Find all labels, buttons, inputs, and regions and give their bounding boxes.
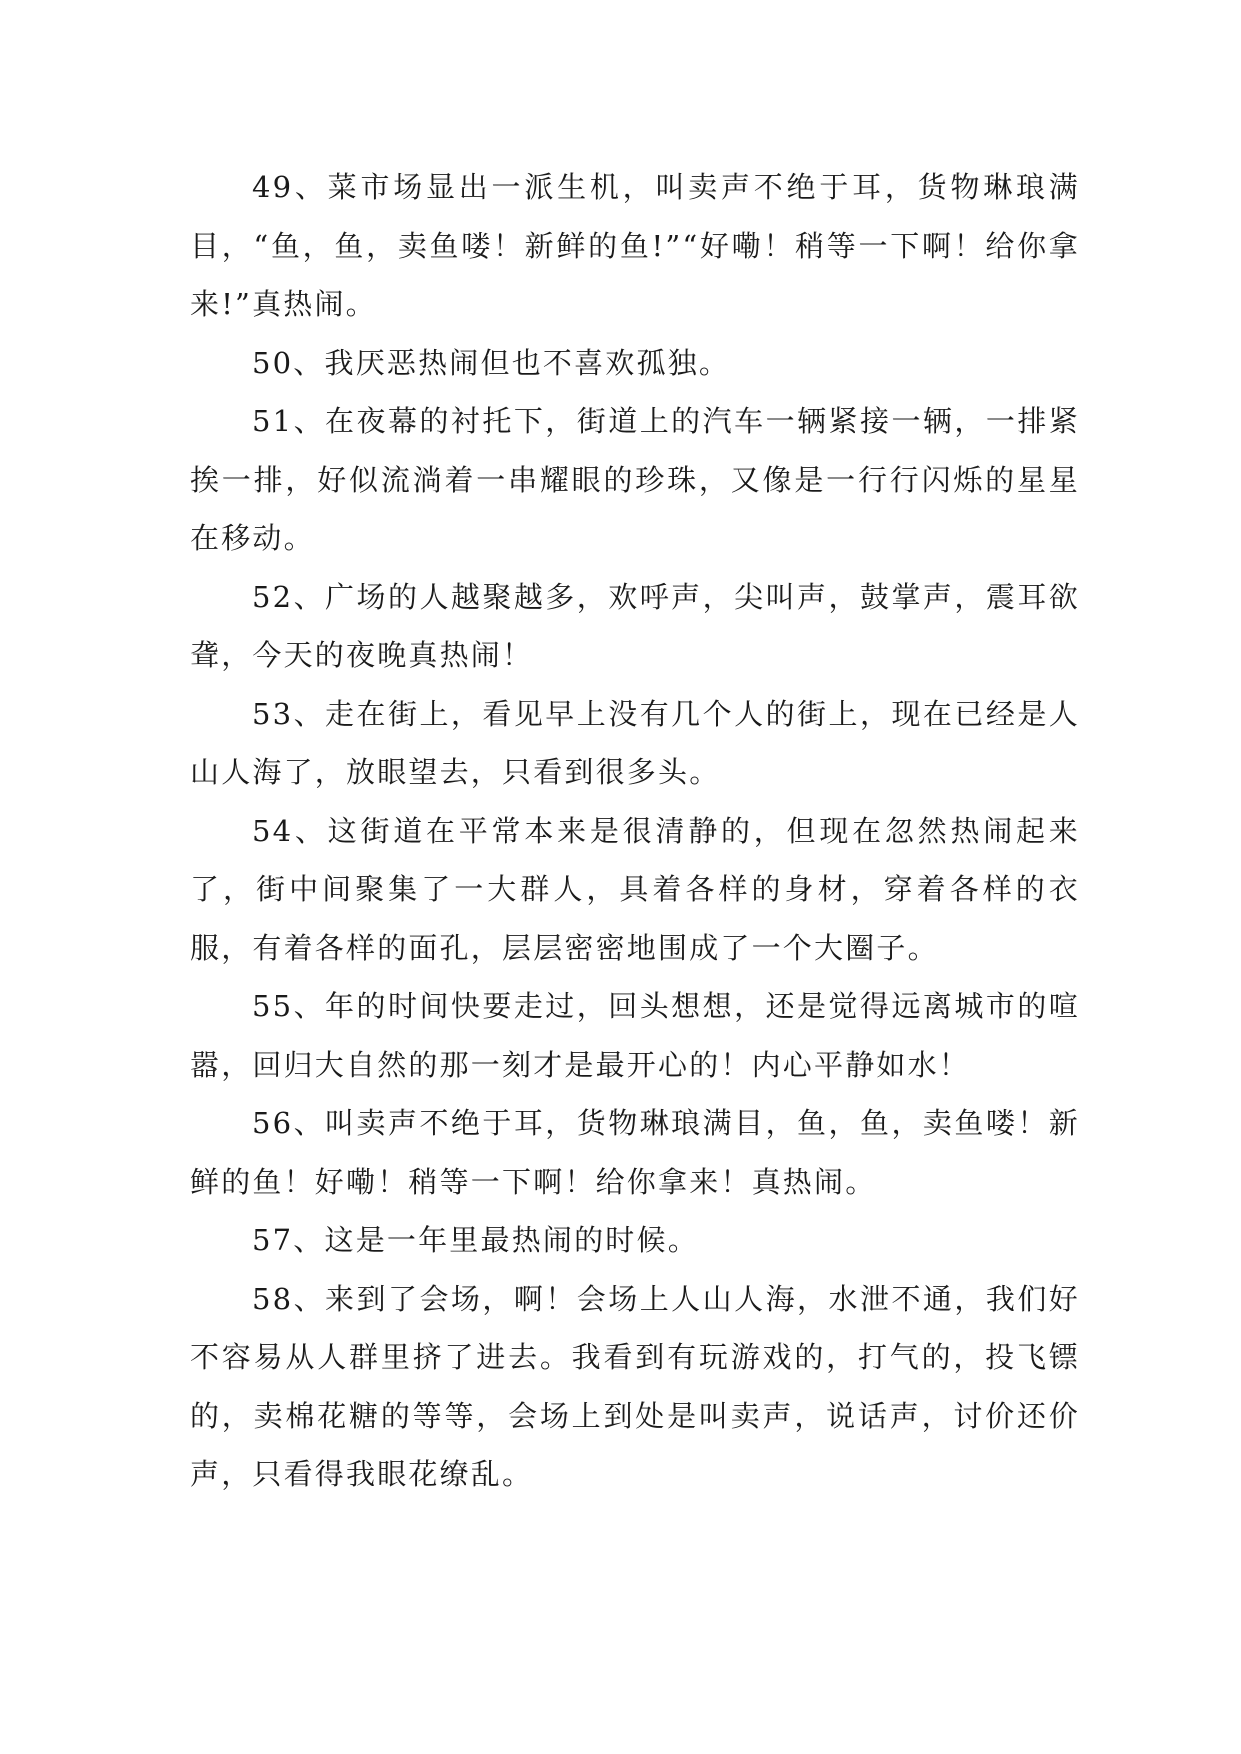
paragraph-51: 51、在夜幕的衬托下，街道上的汽车一辆紧接一辆，一排紧挨一排，好似流淌着一串耀眼的珍珠，又像是一行行闪烁的星星在移动。 <box>190 404 1080 555</box>
paragraph-49: 49、菜市场显出一派生机，叫卖声不绝于耳，货物琳琅满目，“鱼，鱼，卖鱼喽！新鲜的鱼!”“好嘞！稍等一下啊！给你拿来!”真热闹。 <box>190 170 1080 321</box>
paragraph-57: 57、这是一年里最热闹的时候。 <box>252 1223 699 1257</box>
paragraph-54: 54、这街道在平常本来是很清静的，但现在忽然热闹起来了，街中间聚集了一大群人，具着各样的身材，穿着各样的衣服，有着各样的面孔，层层密密地围成了一个大圈子。 <box>190 813 1080 965</box>
paragraph-50: 50、我厌恶热闹但也不喜欢孤独。 <box>252 345 731 380</box>
paragraph-53: 53、走在街上，看见早上没有几个人的街上，现在已经是人山人海了，放眼望去，只看到很多头。 <box>190 696 1080 789</box>
paragraph-58: 58、来到了会场，啊！会场上人山人海，水泄不通，我们好不容易从人群里挤了进去。我看到有玩游戏的，打气的，投飞镖的，卖棉花糖的等等，会场上到处是叫卖声，说话声，讨价还价声，只看得我眼花缭乱。 <box>190 1281 1080 1491</box>
paragraph-55: 55、年的时间快要走过，回头想想，还是觉得远离城市的喧嚣，回归大自然的那一刻才是最开心的！内心平静如水！ <box>190 989 1080 1082</box>
paragraph-56: 56、叫卖声不绝于耳，货物琳琅满目，鱼，鱼，卖鱼喽！新鲜的鱼！好嘞！稍等一下啊！给你拿来！真热闹。 <box>190 1106 1080 1199</box>
document-body <box>190 158 1080 1504</box>
paragraph-52: 52、广场的人越聚越多，欢呼声，尖叫声，鼓掌声，震耳欲聋，今天的夜晚真热闹！ <box>190 579 1080 672</box>
